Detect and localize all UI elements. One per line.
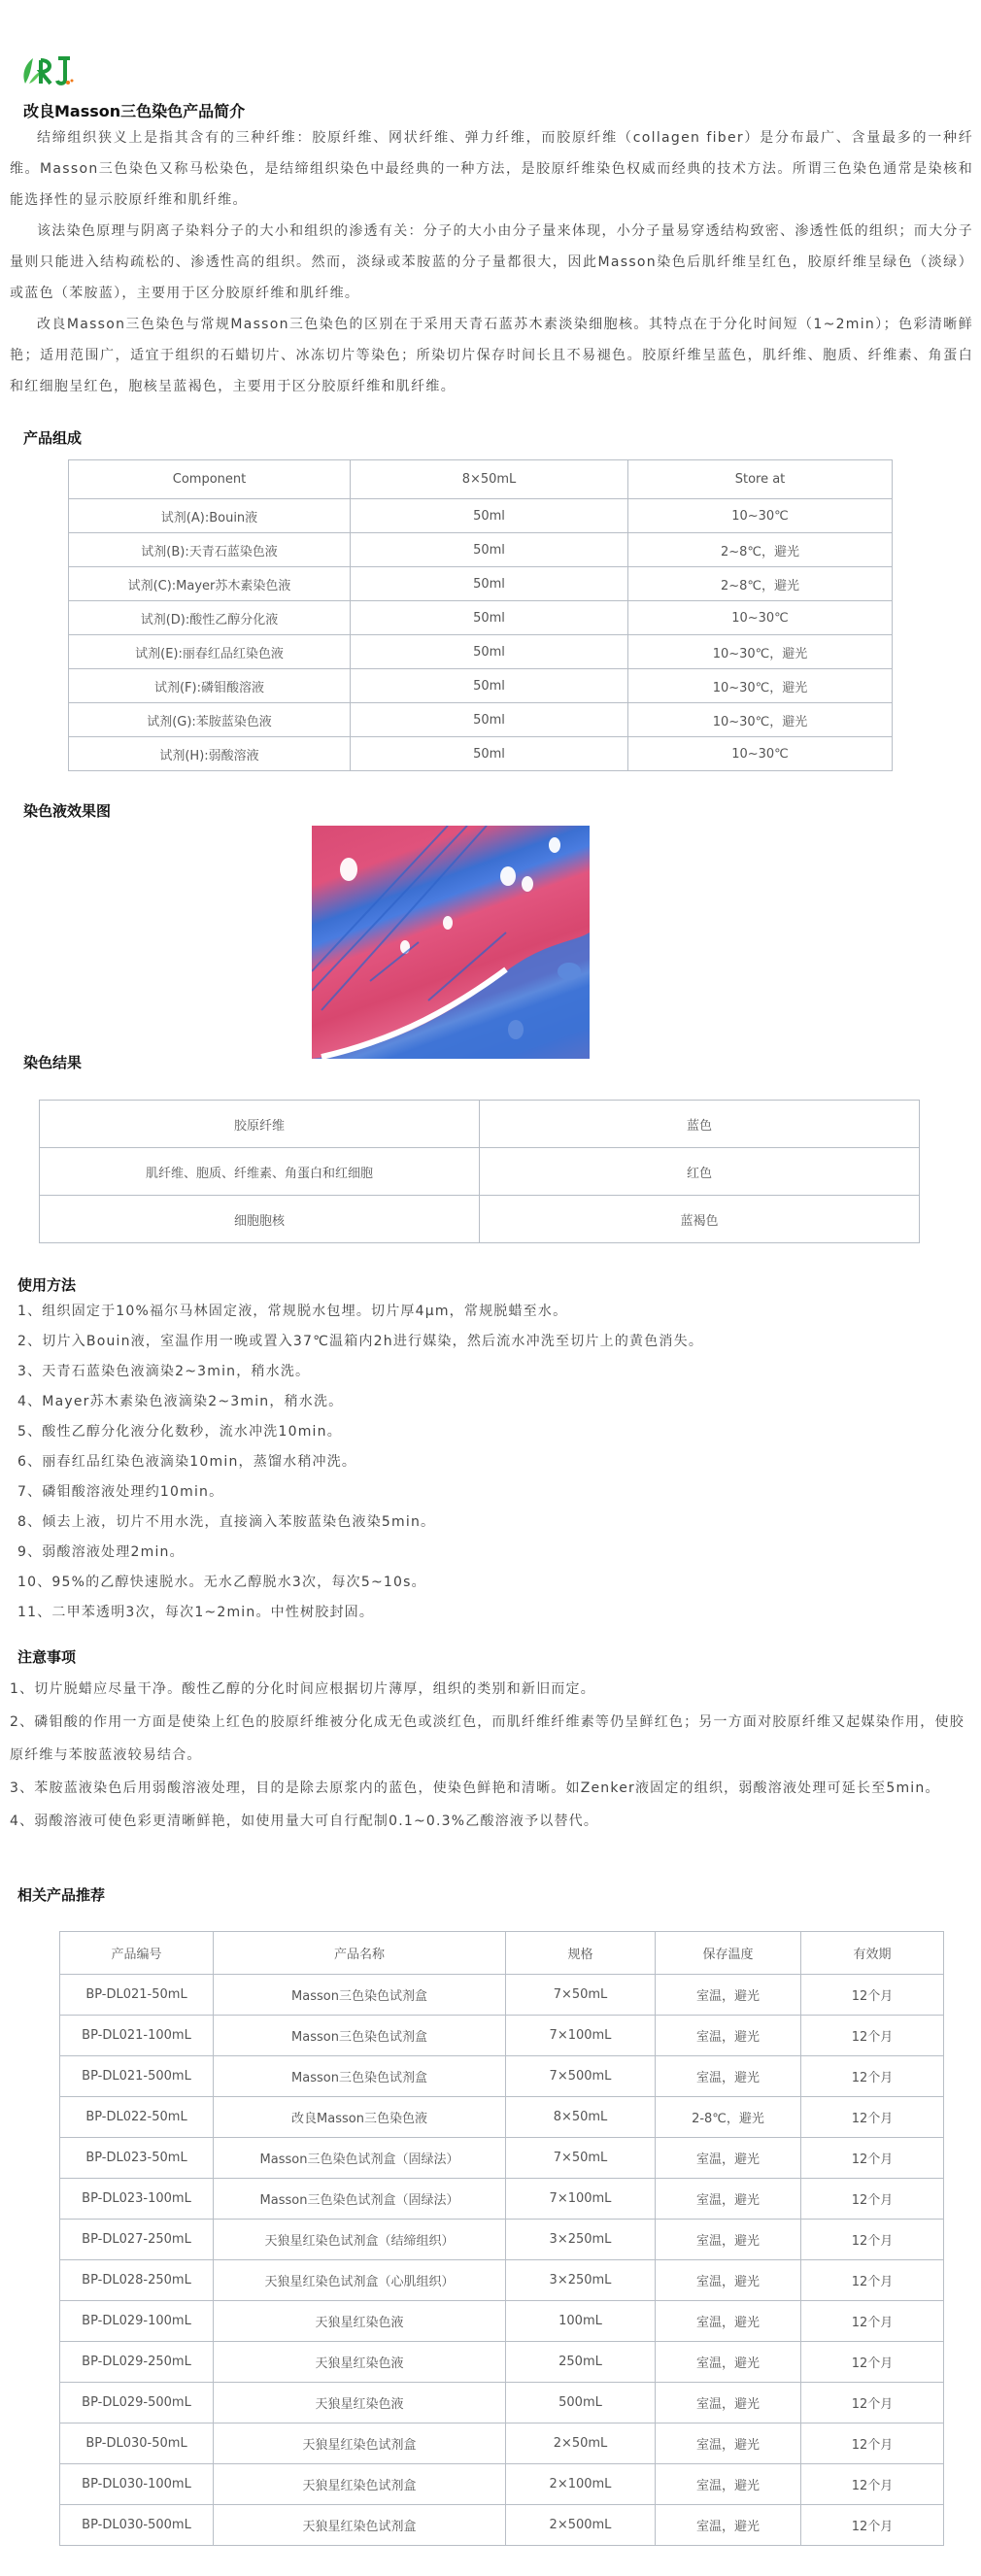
product-shelf-life: 12个月: [801, 2016, 944, 2056]
product-code: BP-DL021-100mL: [60, 2016, 214, 2056]
intro-paragraph: 结缔组织狭义上是指其含有的三种纤维：胶原纤维、网状纤维、弹力纤维，而胶原纤维（collagen fiber）是分布最广、含量最多的一种纤维。Masson三色染色又称马松染色，是结缔组织染色中最经典的一种方法，是胶原纤维染色权威而经典的技术方法。所谓三色染色通常是染核和能选择性的显示胶原纤维和肌纤维。: [10, 130, 973, 208]
product-shelf-life: 12个月: [801, 2220, 944, 2260]
notes-title: 注意事项: [17, 1648, 77, 1666]
cell: 蓝褐色: [480, 1196, 920, 1243]
table-row: [69, 737, 893, 771]
product-shelf-life: 12个月: [801, 2342, 944, 2383]
product-storage: 室温，避光: [656, 2016, 801, 2056]
cell: 10~30℃，避光: [628, 635, 893, 669]
note-item: 4、弱酸溶液可使色彩更清晰鲜艳，如使用量大可自行配制0.1~0.3%乙酸溶液予以替代。: [10, 1813, 599, 1829]
table-header-row: [60, 1932, 944, 1975]
product-code: BP-DL030-500mL: [60, 2505, 214, 2546]
results-table: [39, 1100, 920, 1243]
table-row: [60, 1975, 944, 2016]
cell: 50ml: [351, 601, 628, 635]
table-row: [69, 635, 893, 669]
cell: 10~30℃: [628, 737, 893, 771]
cell: 胶原纤维: [40, 1101, 480, 1148]
product-spec: 7×100mL: [506, 2179, 656, 2220]
product-name: Masson三色染色试剂盒（固绿法）: [214, 2179, 506, 2220]
product-storage: 室温，避光: [656, 2138, 801, 2179]
product-name: 天狼星红染色液: [214, 2342, 506, 2383]
intro-title: 改良Masson三色染色产品简介: [23, 102, 246, 120]
product-name: 天狼星红染色试剂盒: [214, 2423, 506, 2464]
cell: 试剂(H):弱酸溶液: [69, 737, 351, 771]
product-storage: 室温，避光: [656, 2301, 801, 2342]
product-spec: 7×50mL: [506, 1975, 656, 2016]
product-name: 天狼星红染色试剂盒（心肌组织）: [214, 2260, 506, 2301]
product-spec: 500mL: [506, 2383, 656, 2423]
table-row: [60, 2056, 944, 2097]
cell: 50ml: [351, 533, 628, 567]
product-spec: 2×50mL: [506, 2423, 656, 2464]
product-storage: 室温，避光: [656, 2383, 801, 2423]
product-shelf-life: 12个月: [801, 2056, 944, 2097]
product-spec: 8×50mL: [506, 2097, 656, 2138]
product-name: Masson三色染色试剂盒: [214, 1975, 506, 2016]
note-item: 3、苯胺蓝液染色后用弱酸溶液处理，目的是除去原浆内的蓝色，使染色鲜艳和清晰。如Zenker液固定的组织，弱酸溶液处理可延长至5min。: [10, 1780, 940, 1796]
product-code: BP-DL030-100mL: [60, 2464, 214, 2505]
table-row: [60, 2383, 944, 2423]
usage-step: 9、弱酸溶液处理2min。: [17, 1544, 185, 1560]
product-name: Masson三色染色试剂盒: [214, 2056, 506, 2097]
product-storage: 室温，避光: [656, 2342, 801, 2383]
header-cell: 产品名称: [214, 1932, 506, 1975]
cell: 细胞胞核: [40, 1196, 480, 1243]
header-cell: Component: [69, 460, 351, 499]
usage-step: 7、磷钼酸溶液处理约10min。: [17, 1484, 224, 1500]
cell: 10~30℃: [628, 601, 893, 635]
product-code: BP-DL023-50mL: [60, 2138, 214, 2179]
table-row: [69, 703, 893, 737]
brand-logo: [19, 54, 78, 87]
product-code: BP-DL023-100mL: [60, 2179, 214, 2220]
usage-step: 2、切片入Bouin液，室温作用一晚或置入37℃温箱内2h进行媒染，然后流水冲洗至切片上的黄色消失。: [17, 1334, 704, 1349]
table-row: [69, 533, 893, 567]
cell: 10~30℃，避光: [628, 669, 893, 703]
cell: 10~30℃，避光: [628, 703, 893, 737]
product-code: BP-DL029-500mL: [60, 2383, 214, 2423]
cell: 蓝色: [480, 1101, 920, 1148]
cell: 50ml: [351, 499, 628, 533]
header-cell: 有效期: [801, 1932, 944, 1975]
usage-step: 5、酸性乙醇分化液分化数秒，流水冲洗10min。: [17, 1424, 342, 1440]
tissue-texture-icon: [312, 826, 590, 1059]
table-row: [60, 2260, 944, 2301]
table-row: [60, 2138, 944, 2179]
table-row: [69, 499, 893, 533]
table-row: [60, 2301, 944, 2342]
table-row: [40, 1196, 920, 1243]
product-code: BP-DL021-50mL: [60, 1975, 214, 2016]
product-spec: 7×100mL: [506, 2016, 656, 2056]
cell: 试剂(F):磷钼酸溶液: [69, 669, 351, 703]
cell: 50ml: [351, 669, 628, 703]
table-row: [40, 1148, 920, 1196]
cell: 试剂(C):Mayer苏木素染色液: [69, 567, 351, 601]
related-products-table: [59, 1931, 944, 2546]
product-shelf-life: 12个月: [801, 2138, 944, 2179]
usage-step: 1、组织固定于10%福尔马林固定液，常规脱水包埋。切片厚4μm，常规脱蜡至水。: [17, 1304, 568, 1319]
product-spec: 3×250mL: [506, 2220, 656, 2260]
cell: 试剂(B):天青石蓝染色液: [69, 533, 351, 567]
product-code: BP-DL028-250mL: [60, 2260, 214, 2301]
product-code: BP-DL030-50mL: [60, 2423, 214, 2464]
product-code: BP-DL029-250mL: [60, 2342, 214, 2383]
notes-list: [10, 1673, 971, 1838]
effect-title: 染色液效果图: [23, 802, 112, 820]
table-row: [69, 669, 893, 703]
table-header-row: [69, 460, 893, 499]
product-name: Masson三色染色试剂盒: [214, 2016, 506, 2056]
note-item: 1、切片脱蜡应尽量干净。酸性乙醇的分化时间应根据切片薄厚，组织的类别和新旧而定。: [10, 1681, 595, 1697]
table-row: [60, 2342, 944, 2383]
product-spec: 2×100mL: [506, 2464, 656, 2505]
product-code: BP-DL029-100mL: [60, 2301, 214, 2342]
product-name: 天狼星红染色试剂盒（结缔组织）: [214, 2220, 506, 2260]
cell: 10~30℃: [628, 499, 893, 533]
header-cell: Store at: [628, 460, 893, 499]
header-cell: 产品编号: [60, 1932, 214, 1975]
cell: 试剂(D):酸性乙醇分化液: [69, 601, 351, 635]
table-row: [60, 2097, 944, 2138]
product-storage: 室温，避光: [656, 2179, 801, 2220]
product-name: Masson三色染色试剂盒（固绿法）: [214, 2138, 506, 2179]
product-shelf-life: 12个月: [801, 2301, 944, 2342]
cell: 50ml: [351, 567, 628, 601]
product-name: 天狼星红染色液: [214, 2383, 506, 2423]
product-storage: 室温，避光: [656, 2056, 801, 2097]
header-cell: 规格: [506, 1932, 656, 1975]
table-row: [69, 601, 893, 635]
product-code: BP-DL027-250mL: [60, 2220, 214, 2260]
usage-title: 使用方法: [17, 1276, 77, 1294]
leaf-logo-icon: [19, 54, 78, 87]
related-title: 相关产品推荐: [17, 1886, 106, 1904]
table-row: [60, 2464, 944, 2505]
cell: 试剂(A):Bouin液: [69, 499, 351, 533]
cell: 50ml: [351, 635, 628, 669]
usage-step: 3、天青石蓝染色液滴染2~3min，稍水洗。: [17, 1364, 311, 1379]
header-cell: 保存温度: [656, 1932, 801, 1975]
cell: 红色: [480, 1148, 920, 1196]
cell: 50ml: [351, 737, 628, 771]
product-name: 天狼星红染色试剂盒: [214, 2505, 506, 2546]
product-spec: 3×250mL: [506, 2260, 656, 2301]
product-shelf-life: 12个月: [801, 2464, 944, 2505]
product-spec: 100mL: [506, 2301, 656, 2342]
product-shelf-life: 12个月: [801, 2423, 944, 2464]
table-row: [60, 2423, 944, 2464]
table-row: [40, 1101, 920, 1148]
table-row: [60, 2505, 944, 2546]
table-row: [60, 2220, 944, 2260]
product-storage: 室温，避光: [656, 2220, 801, 2260]
usage-step: 11、二甲苯透明3次，每次1~2min。中性树胶封固。: [17, 1605, 375, 1620]
product-name: 天狼星红染色液: [214, 2301, 506, 2342]
product-storage: 室温，避光: [656, 2423, 801, 2464]
product-shelf-life: 12个月: [801, 2383, 944, 2423]
cell: 试剂(E):丽春红品红染色液: [69, 635, 351, 669]
product-code: BP-DL022-50mL: [60, 2097, 214, 2138]
intro-body: [10, 122, 973, 402]
table-row: [69, 567, 893, 601]
composition-table: [68, 459, 893, 771]
product-shelf-life: 12个月: [801, 1975, 944, 2016]
product-shelf-life: 12个月: [801, 2260, 944, 2301]
product-shelf-life: 12个月: [801, 2179, 944, 2220]
usage-step: 4、Mayer苏木素染色液滴染2~3min，稍水洗。: [17, 1394, 344, 1409]
product-code: BP-DL021-500mL: [60, 2056, 214, 2097]
results-title: 染色结果: [23, 1054, 83, 1071]
stained-tissue-image: [312, 826, 590, 1059]
product-spec: 250mL: [506, 2342, 656, 2383]
header-cell: 8×50mL: [351, 460, 628, 499]
product-storage: 2-8℃，避光: [656, 2097, 801, 2138]
usage-step: 10、95%的乙醇快速脱水。无水乙醇脱水3次，每次5~10s。: [17, 1575, 426, 1590]
intro-paragraph: 改良Masson三色染色与常规Masson三色染色的区别在于采用天青石蓝苏木素淡染细胞核。其特点在于分化时间短（1~2min）；色彩清晰鲜艳；适用范围广，适宜于组织的石蜡切片、冰冻切片等染色；所染切片保存时间长且不易褪色。胶原纤维呈蓝色，肌纤维、胞质、纤维素、角蛋白和红细胞呈红色，胞核呈蓝褐色，主要用于区分胶原纤维和肌纤维。: [10, 317, 973, 394]
product-storage: 室温，避光: [656, 2464, 801, 2505]
product-shelf-life: 12个月: [801, 2505, 944, 2546]
product-spec: 7×500mL: [506, 2056, 656, 2097]
cell: 50ml: [351, 703, 628, 737]
note-item: 2、磷钼酸的作用一方面是使染上红色的胶原纤维被分化成无色或淡红色，而肌纤维纤维素等仍呈鲜红色；另一方面对胶原纤维又起媒染作用，使胶原纤维与苯胺蓝液较易结合。: [10, 1714, 964, 1763]
product-storage: 室温，避光: [656, 2260, 801, 2301]
product-name: 天狼星红染色试剂盒: [214, 2464, 506, 2505]
usage-step: 8、倾去上液，切片不用水洗，直接滴入苯胺蓝染色液染5min。: [17, 1514, 436, 1530]
product-shelf-life: 12个月: [801, 2097, 944, 2138]
composition-title: 产品组成: [23, 429, 83, 447]
table-row: [60, 2179, 944, 2220]
intro-paragraph: 该法染色原理与阴离子染料分子的大小和组织的渗透有关：分子的大小由分子量来体现，小分子量易穿透结构致密、渗透性低的组织；而大分子量则只能进入结构疏松的、渗透性高的组织。然而，淡绿或苯胺蓝的分子量都很大，因此Masson染色后肌纤维呈红色，胶原纤维呈绿色（淡绿）或蓝色（苯胺蓝），主要用于区分胶原纤维和肌纤维。: [10, 223, 973, 301]
product-spec: 2×500mL: [506, 2505, 656, 2546]
product-storage: 室温，避光: [656, 1975, 801, 2016]
table-row: [60, 2016, 944, 2056]
product-name: 改良Masson三色染色液: [214, 2097, 506, 2138]
usage-step: 6、丽春红品红染色液滴染10min，蒸馏水稍冲洗。: [17, 1454, 357, 1470]
product-spec: 7×50mL: [506, 2138, 656, 2179]
usage-steps: [17, 1297, 969, 1628]
cell: 试剂(G):苯胺蓝染色液: [69, 703, 351, 737]
cell: 2~8℃，避光: [628, 567, 893, 601]
product-storage: 室温，避光: [656, 2505, 801, 2546]
cell: 2~8℃，避光: [628, 533, 893, 567]
cell: 肌纤维、胞质、纤维素、角蛋白和红细胞: [40, 1148, 480, 1196]
